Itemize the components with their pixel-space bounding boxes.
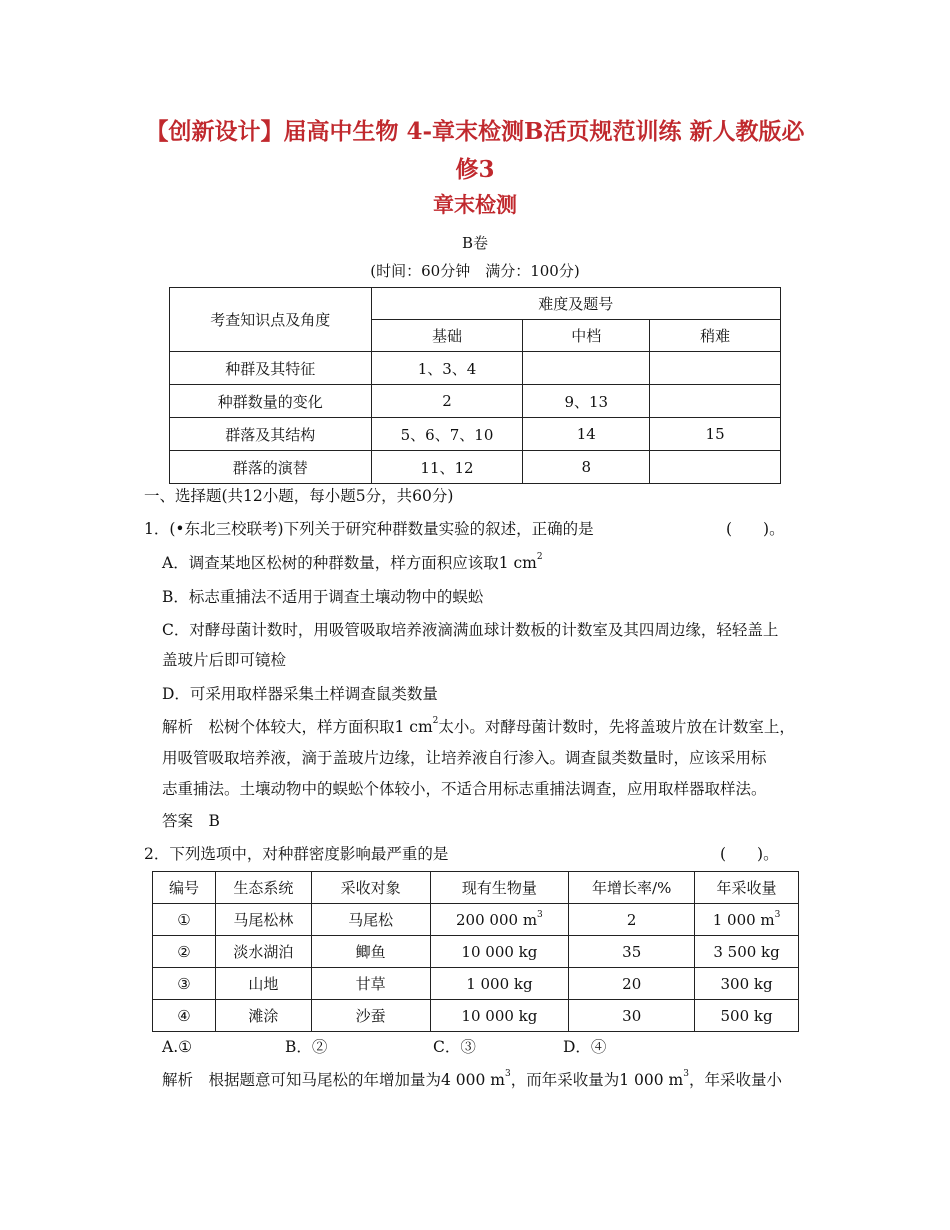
q2-answer-blank: ( )。 xyxy=(720,845,779,863)
q2-option-a: A.① xyxy=(162,1038,193,1056)
time-info: (时间：60分钟 满分：100分) xyxy=(370,262,580,280)
hard-cell xyxy=(650,451,781,484)
basic-cell: 1、3、4 xyxy=(371,352,523,385)
topic-cell: 种群数量的变化 xyxy=(170,385,372,418)
hard-cell xyxy=(650,385,781,418)
level-header: 稍难 xyxy=(650,320,781,352)
topic-cell: 种群及其特征 xyxy=(170,352,372,385)
growth-cell: 2 xyxy=(569,904,695,936)
q1-analysis-line: 用吸管吸取培养液，滴于盖玻片边缘，让培养液自行渗入。调查鼠类数量时，应该采用标 xyxy=(162,749,767,767)
ecosystem-cell: 滩涂 xyxy=(215,1000,311,1032)
growth-cell: 35 xyxy=(569,936,695,968)
level-header: 基础 xyxy=(371,320,523,352)
q1-stem: 1．(•东北三校联考)下列关于研究种群数量实验的叙述，正确的是 xyxy=(144,520,594,538)
q2-option-b: B．② xyxy=(285,1038,328,1056)
topic-cell: 群落及其结构 xyxy=(170,418,372,451)
table-row xyxy=(153,904,799,936)
hard-cell: 15 xyxy=(650,418,781,451)
medium-cell: 8 xyxy=(523,451,650,484)
growth-cell: 30 xyxy=(569,1000,695,1032)
id-cell: ① xyxy=(153,904,216,936)
basic-cell: 5、6、7、10 xyxy=(371,418,523,451)
column-header: 现有生物量 xyxy=(430,872,569,904)
column-header: 采收对象 xyxy=(311,872,430,904)
ecosystem-cell: 马尾松林 xyxy=(215,904,311,936)
table-row xyxy=(153,1000,799,1032)
q1-option-b: B．标志重捕法不适用于调查土壤动物中的蜈蚣 xyxy=(162,588,484,606)
table-row xyxy=(170,385,781,418)
knowledge-table xyxy=(169,287,781,484)
column-header: 年增长率/% xyxy=(569,872,695,904)
target-cell: 马尾松 xyxy=(311,904,430,936)
biomass-cell: 1 000 kg xyxy=(430,968,569,1000)
topic-cell: 群落的演替 xyxy=(170,451,372,484)
target-cell: 沙蚕 xyxy=(311,1000,430,1032)
column-header: 生态系统 xyxy=(215,872,311,904)
level-header: 中档 xyxy=(523,320,650,352)
q1-option-d: D．可采用取样器采集土样调查鼠类数量 xyxy=(162,685,438,703)
table-row xyxy=(153,936,799,968)
doc-title-line2: 修3 xyxy=(455,156,495,183)
target-cell: 鲫鱼 xyxy=(311,936,430,968)
doc-subtitle: 章末检测 xyxy=(433,192,517,217)
harvest-cell: 300 kg xyxy=(695,968,799,1000)
q2-analysis-line: 解析 根据题意可知马尾松的年增加量为4 000 $m^3$，而年采收量为1 000 $m^3$，年采收量小 xyxy=(162,1069,782,1089)
q1-answer-blank: ( )。 xyxy=(726,520,785,538)
harvest-cell: 500 kg xyxy=(695,1000,799,1032)
table-row xyxy=(170,418,781,451)
section-title: 一、选择题(共12小题，每小题5分，共60分) xyxy=(144,487,454,505)
q1-analysis-line: 志重捕法。土壤动物中的蜈蚣个体较小，不适合用标志重捕法调查，应用取样器取样法。 xyxy=(162,780,767,798)
table-row xyxy=(153,968,799,1000)
medium-cell: 9、13 xyxy=(523,385,650,418)
medium-cell xyxy=(523,352,650,385)
biomass-cell: 10 000 kg xyxy=(430,1000,569,1032)
id-cell: ② xyxy=(153,936,216,968)
id-cell: ④ xyxy=(153,1000,216,1032)
q1-option-c: C．对酵母菌计数时，用吸管吸取培养液滴满血球计数板的计数室及其四周边缘，轻轻盖上 xyxy=(162,621,779,639)
biomass-cell: 200 000 $m^3$ xyxy=(430,904,569,936)
growth-cell: 20 xyxy=(569,968,695,1000)
medium-cell: 14 xyxy=(523,418,650,451)
basic-cell: 2 xyxy=(371,385,523,418)
column-header: 编号 xyxy=(153,872,216,904)
harvest-table xyxy=(152,871,799,1032)
q1-analysis-line: 解析 松树个体较大，样方面积取1 $cm^2$太小。对酵母菌计数时，先将盖玻片放在计数室上， xyxy=(162,716,795,736)
harvest-cell: 3 500 kg xyxy=(695,936,799,968)
ecosystem-cell: 山地 xyxy=(215,968,311,1000)
difficulty-group-header: 难度及题号 xyxy=(371,288,780,320)
q1-answer: 答案 B xyxy=(162,812,220,830)
biomass-cell: 10 000 kg xyxy=(430,936,569,968)
doc-title-line1: 【创新设计】届高中生物 4-章末检测B活页规范训练 新人教版必 xyxy=(145,118,805,145)
table-corner-header: 考查知识点及角度 xyxy=(170,288,372,352)
q1-option-c-cont: 盖玻片后即可镜检 xyxy=(162,651,287,669)
q2-stem: 2．下列选项中，对种群密度影响最严重的是 xyxy=(144,845,449,863)
ecosystem-cell: 淡水湖泊 xyxy=(215,936,311,968)
table-row xyxy=(170,451,781,484)
q2-option-d: D．④ xyxy=(563,1038,607,1056)
column-header: 年采收量 xyxy=(695,872,799,904)
harvest-cell: 1 000 $m^3$ xyxy=(695,904,799,936)
q1-option-a: A．调查某地区松树的种群数量，样方面积应该取1 $cm^2$ xyxy=(162,552,543,572)
q2-option-c: C．③ xyxy=(433,1038,476,1056)
volume-label: B卷 xyxy=(461,234,489,252)
target-cell: 甘草 xyxy=(311,968,430,1000)
hard-cell xyxy=(650,352,781,385)
id-cell: ③ xyxy=(153,968,216,1000)
table-row xyxy=(170,352,781,385)
basic-cell: 11、12 xyxy=(371,451,523,484)
